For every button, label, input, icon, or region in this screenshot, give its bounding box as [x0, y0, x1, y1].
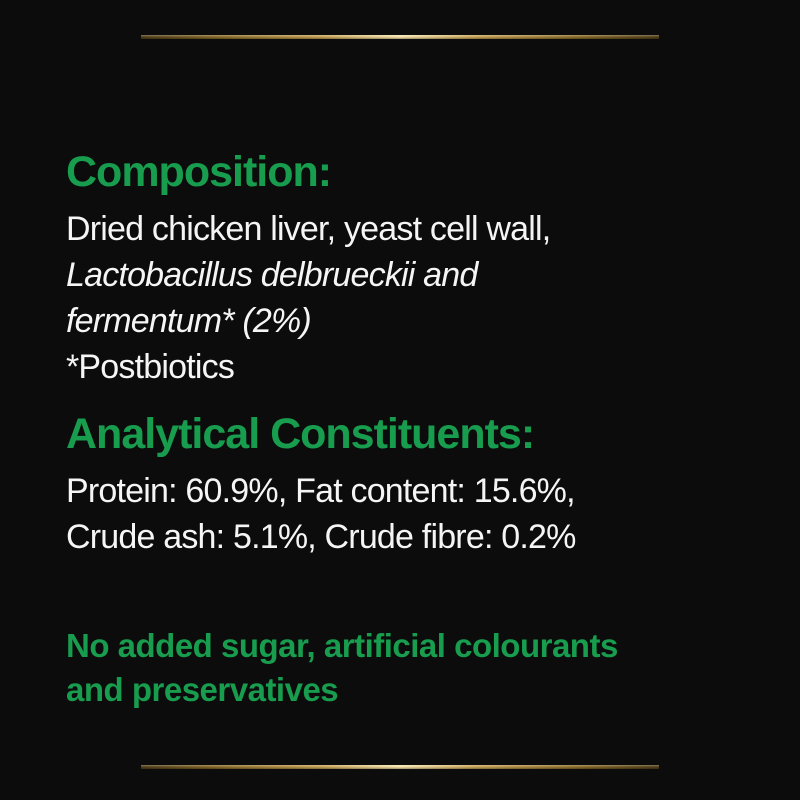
analytical-heading: Analytical Constituents: [66, 410, 535, 458]
composition-heading: Composition: [66, 148, 332, 196]
composition-line-italic: Lactobacillus delbrueckii and [66, 256, 478, 294]
composition-line: Dried chicken liver, yeast cell wall, [66, 210, 551, 248]
composition-footnote: *Postbiotics [66, 348, 235, 386]
composition-section [66, 146, 770, 390]
gold-divider-bottom [141, 765, 659, 769]
claim-line: and preservatives [66, 671, 339, 708]
analytical-values-line: Crude ash: 5.1%, Crude fibre: 0.2% [66, 518, 576, 556]
gold-divider-top [141, 35, 659, 39]
analytical-constituents-section [66, 408, 770, 560]
composition-line-italic: fermentum* (2%) [66, 302, 311, 340]
no-additives-claim [66, 624, 770, 712]
analytical-values-line: Protein: 60.9%, Fat content: 15.6%, [66, 472, 575, 510]
claim-line: No added sugar, artificial colourants [66, 627, 618, 664]
